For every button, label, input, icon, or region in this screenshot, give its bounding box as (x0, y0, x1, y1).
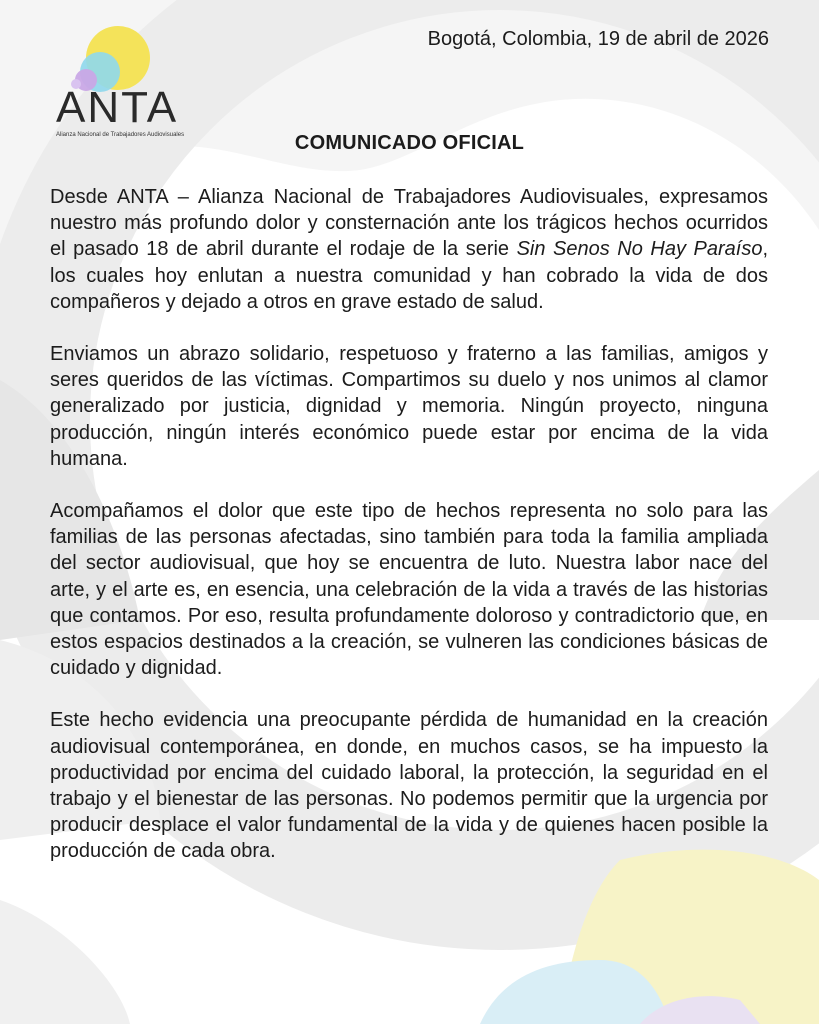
paragraph-1-text-before: Desde ANTA – Alianza Nacional de Trabajadores Audiovisuales, expresamos nuestro más profundo dolor y consternación ante los trágicos hechos ocurridos el pasado 18 de abril durante el rodaje de la serie (50, 186, 768, 261)
anta-logo (50, 22, 190, 146)
paragraph-4: Este hecho evidencia una preocupante pérdida de humanidad en la creación audiovisual contemporánea, en donde, en muchos casos, se ha impuesto la productividad por encima del cuidado laboral, la protección, la seguridad en el trabajo y el bienestar de las personas. No podemos permitir que la urgencia por producir desplace el valor fundamental de la vida y de quienes hacen posible la producción de cada obra. (50, 709, 768, 863)
document-body (50, 184, 768, 891)
paragraph-3: Acompañamos el dolor que este tipo de hechos representa no solo para las familias de las personas afectadas, sino también para toda la familia ampliada del sector audiovisual, que hoy se encuentra de luto. Nuestra labor nace del arte, y el arte es, en esencia, una celebración de la vida a través de las historias que contamos. Por eso, resulta profundamente doloroso y contradictorio que, en estos espacios destinados a la creación, se vulneren las condiciones básicas de cuidado y dignidad. (50, 500, 768, 680)
document-title: COMUNICADO OFICIAL (294, 132, 525, 154)
logo-wordmark: ANTA (56, 83, 179, 132)
logo-circles-icon (50, 22, 190, 92)
date-line: Bogotá, Colombia, 19 de abril de 2026 (427, 28, 769, 50)
paragraph-2: Enviamos un abrazo solidario, respetuoso y fraterno a las familias, amigos y seres queridos de las víctimas. Compartimos su duelo y nos unimos al clamor generalizado por justicia, dignidad y memoria. Ningún proyecto, ninguna producción, ningún interés económico puede estar por encima de la vida humana. (50, 343, 768, 470)
logo-subtitle: Alianza Nacional de Trabajadores Audiovisuales (56, 132, 185, 138)
paragraph-1 (50, 184, 768, 315)
series-title: Sin Senos No Hay Paraíso (516, 238, 763, 261)
paragraph-1-text-after: , los cuales hoy enlutan a nuestra comunidad y han cobrado la vida de dos compañeros y dejado a otros en grave estado de salud. (50, 238, 768, 313)
